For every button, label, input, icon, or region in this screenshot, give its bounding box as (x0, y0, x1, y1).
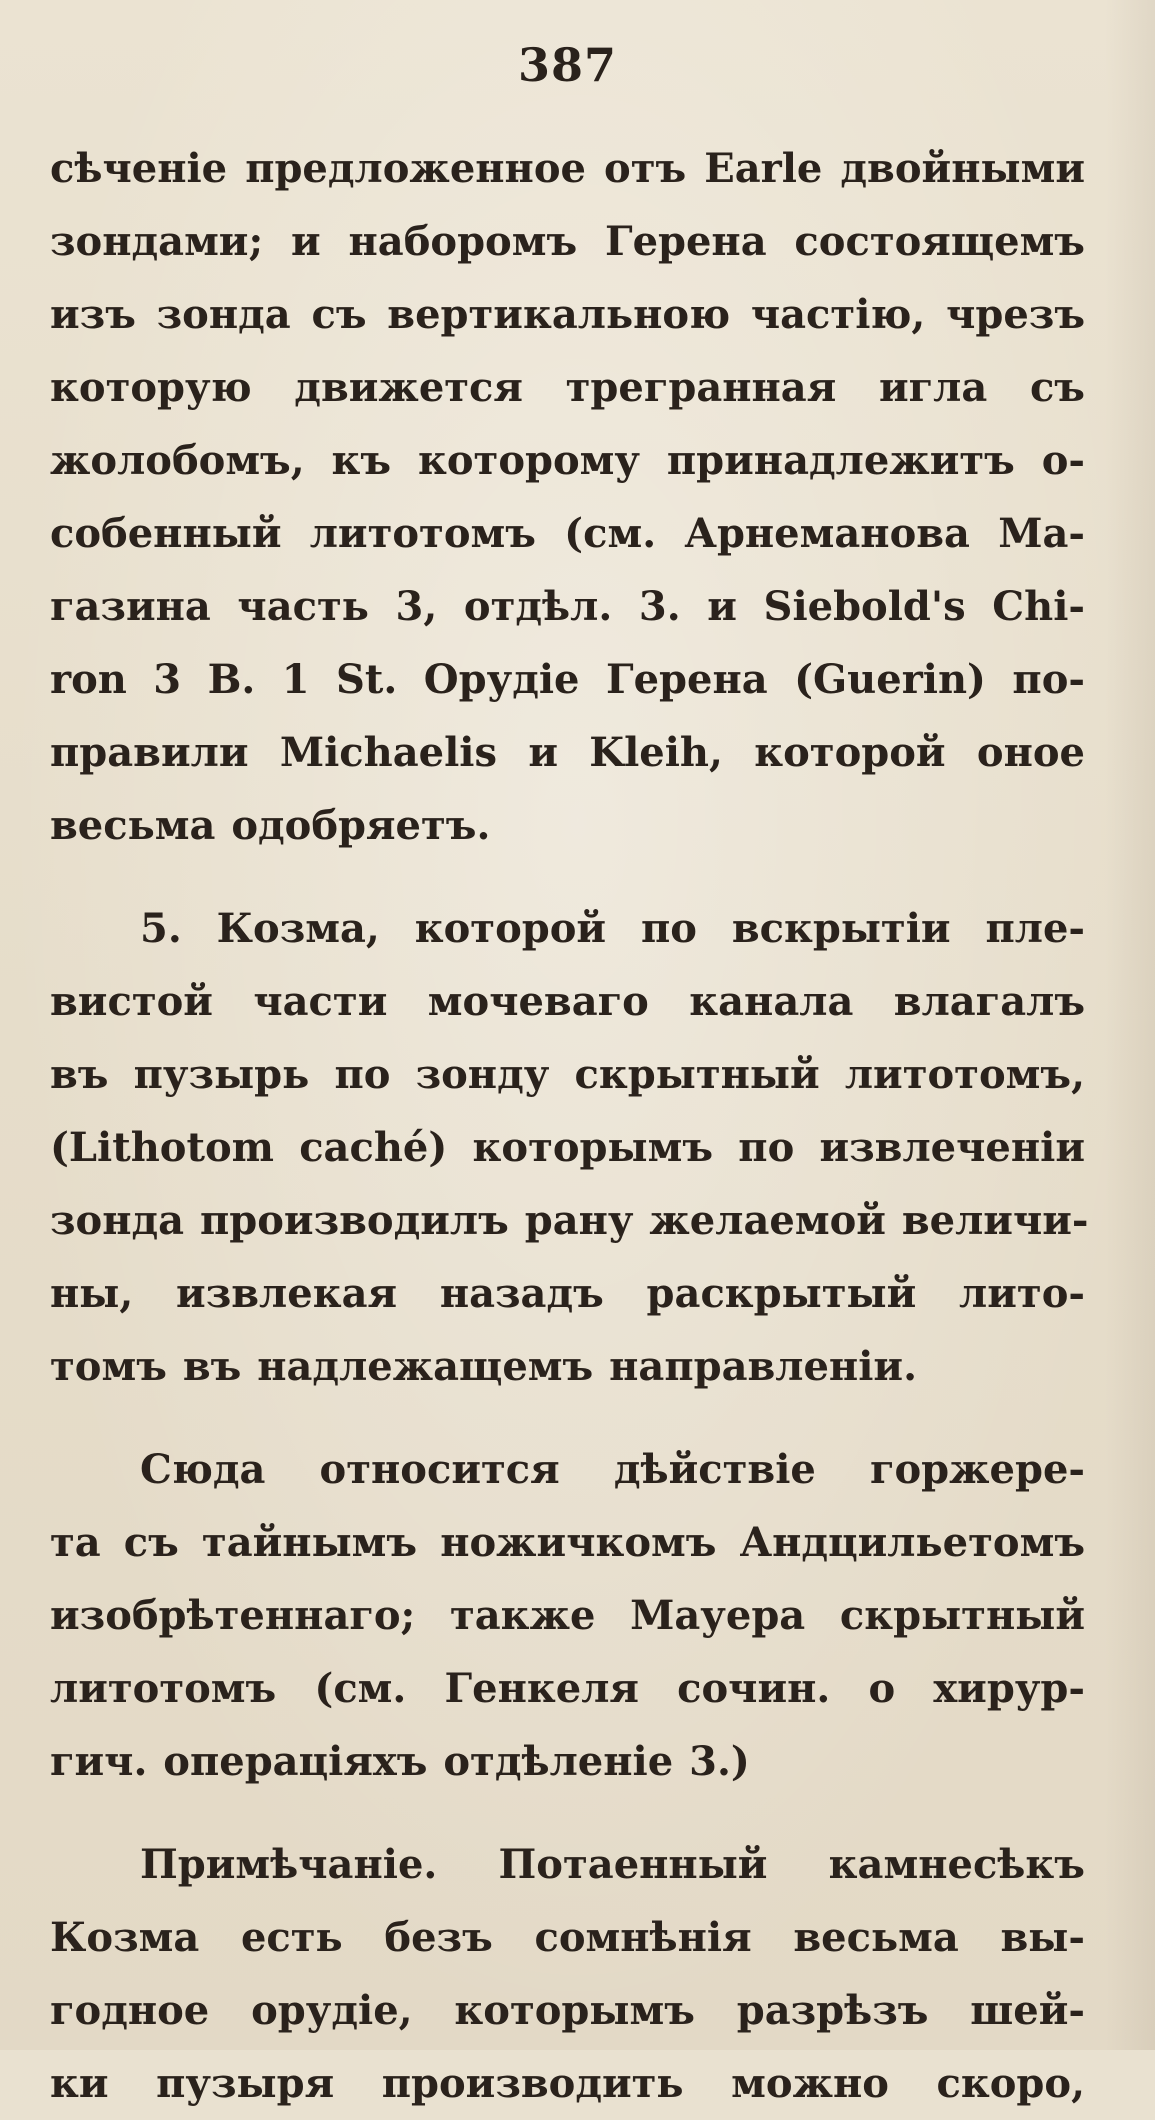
text-line: въ пузырь по зонду скрытный литотомъ, (50, 1051, 1085, 1098)
text-line: правили Michaelis и Kleih, которой оное (50, 729, 1085, 776)
paragraph-2 (50, 892, 1089, 1403)
text-line: 5. Козма, которой по вскрытіи пле- (140, 905, 1085, 952)
text-line: изобрѣтеннаго; также Мауера скрытный (50, 1592, 1085, 1639)
text-line: собенный литотомъ (см. Арнеманова Ма- (50, 510, 1085, 557)
text-line: гич. операціяхъ отдѣленіе 3.) (50, 1738, 750, 1785)
text-line: газина часть 3, отдѣл. 3. и Siebold's Chi- (50, 583, 1085, 630)
text-line: Примѣчаніе. Потаенный камнесѣкъ (140, 1841, 1085, 1888)
text-line: зонда производилъ рану желаемой величи- (50, 1197, 1089, 1244)
text-line: весьма одобряетъ. (50, 802, 491, 849)
text-line: литотомъ (см. Генкеля сочин. о хирур- (50, 1665, 1085, 1712)
text-line: годное орудіе, которымъ разрѣзъ шей- (50, 1987, 1085, 2034)
text-line: зондами; и наборомъ Герена состоящемъ (50, 218, 1085, 265)
text-line: сѣченіе предложенное отъ Earle двойными (50, 145, 1085, 192)
paragraph-4 (50, 1828, 1085, 2120)
page-number: 387 (517, 38, 618, 92)
text-line: ки пузыря производить можно скоро, (50, 2060, 1085, 2107)
text-line: томъ въ надлежащемъ направленіи. (50, 1343, 917, 1390)
text-line: жолобомъ, къ которому принадлежитъ о- (50, 437, 1085, 484)
paragraph-1 (50, 132, 1085, 862)
text-line: Сюда относится дѣйствіе горжере- (140, 1446, 1085, 1493)
paragraph-3 (50, 1433, 1085, 1798)
page-edge-shadow (1105, 0, 1155, 2050)
text-line: ны, извлекая назадъ раскрытый лито- (50, 1270, 1085, 1317)
text-line: ron 3 B. 1 St. Орудіе Герена (Guerin) по- (50, 656, 1085, 703)
text-line: вистой части мочеваго канала влагалъ (50, 978, 1085, 1025)
text-line: которую движется трегранная игла съ (50, 364, 1085, 411)
text-line: Козма есть безъ сомнѣнія весьма вы- (50, 1914, 1085, 1961)
text-line: изъ зонда съ вертикальною частію, чрезъ (50, 291, 1085, 338)
text-line: та съ тайнымъ ножичкомъ Андцильетомъ (50, 1519, 1085, 1566)
text-line: (Lithotom caché) которымъ по извлеченіи (50, 1124, 1085, 1171)
